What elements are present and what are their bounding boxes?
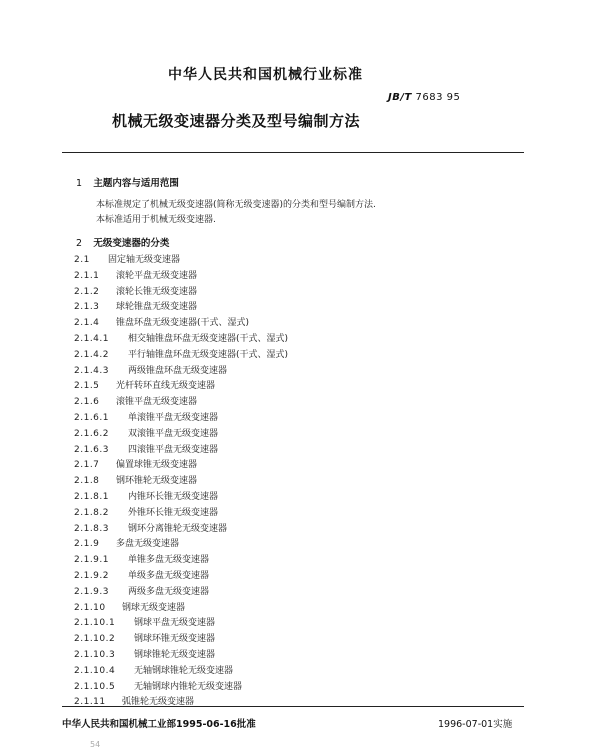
item-number: 2.1.8 <box>74 476 100 487</box>
item-text: 球轮锥盘无级变速器 <box>116 302 198 313</box>
item-text: 钢球锥轮无级变速器 <box>134 649 216 660</box>
item-number: 2.1.4 <box>74 318 100 329</box>
item-number: 2.1.9.1 <box>74 555 109 566</box>
classification-item <box>74 522 288 538</box>
footer-divider <box>62 706 524 707</box>
classification-item <box>74 553 288 569</box>
issuing-organization: 中华人民共和国机械行业标准 <box>168 67 363 83</box>
item-text: 钢球环锥无级变速器 <box>134 634 216 645</box>
document-title: 机械无级变速器分类及型号编制方法 <box>112 112 361 130</box>
section-title: 主题内容与适用范围 <box>93 178 179 189</box>
item-text: 相交轴锥盘环盘无级变速器(干式、湿式) <box>128 333 289 344</box>
title-divider <box>62 152 524 153</box>
classification-item <box>74 585 288 601</box>
classification-item <box>74 695 288 711</box>
implementation-date: 1996-07-01实施 <box>438 719 513 730</box>
item-number: 2.1.6.1 <box>74 412 109 423</box>
item-text: 弧锥轮无级变速器 <box>122 697 195 708</box>
item-number: 2.1.9.2 <box>74 570 109 581</box>
item-text: 外锥环长锥无级变速器 <box>128 507 219 518</box>
classification-item <box>74 411 288 427</box>
classification-item <box>74 616 288 632</box>
item-text: 滚轮长锥无级变速器 <box>116 286 198 297</box>
classification-item <box>74 490 288 506</box>
item-number: 2.1.10.3 <box>74 649 116 660</box>
item-number: 2.1.8.2 <box>74 507 109 518</box>
classification-item <box>74 364 288 380</box>
item-text: 光杆转环直线无级变速器 <box>116 381 216 392</box>
item-number: 2.1.8.1 <box>74 491 109 502</box>
item-text: 单级多盘无级变速器 <box>128 570 210 581</box>
item-number: 2.1 <box>74 255 90 265</box>
classification-item <box>74 395 288 411</box>
item-text: 滚锥平盘无级变速器 <box>116 397 198 408</box>
item-text: 锥盘环盘无级变速器(干式、湿式) <box>116 318 250 329</box>
item-text: 滚轮平盘无级变速器 <box>116 270 198 281</box>
item-number: 2.1.10.5 <box>74 681 116 692</box>
item-text: 无轴钢球内锥轮无级变速器 <box>134 681 243 692</box>
classification-item <box>74 332 288 348</box>
classification-item <box>74 680 288 696</box>
classification-item <box>74 632 288 648</box>
item-text: 两级锥盘环盘无级变速器 <box>128 365 228 376</box>
item-text: 钢球平盘无级变速器 <box>134 618 216 629</box>
item-text: 钢环分离锥轮无级变速器 <box>128 523 228 534</box>
classification-item <box>74 474 288 490</box>
item-number: 2.1.6.3 <box>74 444 109 455</box>
item-text: 钢球无级变速器 <box>122 602 186 613</box>
item-text: 平行轴锥盘环盘无级变速器(干式、湿式) <box>128 349 289 360</box>
item-number: 2.1.4.1 <box>74 333 109 344</box>
item-number: 2.1.10.1 <box>74 618 116 629</box>
item-number: 2.1.4.3 <box>74 365 109 376</box>
classification-item <box>74 285 288 301</box>
item-text: 偏置球锥无级变速器 <box>116 460 198 471</box>
item-text: 四滚锥平盘无级变速器 <box>128 444 219 455</box>
item-text: 两级多盘无级变速器 <box>128 586 210 597</box>
section-title: 无级变速器的分类 <box>93 238 170 249</box>
item-number: 2.1.3 <box>74 302 100 313</box>
item-number: 2.1.10 <box>74 602 106 613</box>
classification-item <box>74 348 288 364</box>
section-number: 2 <box>76 238 83 249</box>
item-number: 2.1.1 <box>74 270 100 281</box>
standard-code-prefix: JB/T <box>388 92 412 103</box>
item-text: 钢环锥轮无级变速器 <box>116 476 198 487</box>
item-number: 2.1.11 <box>74 697 106 708</box>
section-2-heading <box>76 235 169 249</box>
classification-item <box>74 443 288 459</box>
item-text: 单锥多盘无级变速器 <box>128 555 210 566</box>
standard-number <box>388 92 460 103</box>
classification-item <box>74 379 288 395</box>
item-text: 无轴钢球锥轮无级变速器 <box>134 665 234 676</box>
item-number: 2.1.6 <box>74 397 100 408</box>
classification-item <box>74 427 288 443</box>
item-number: 2.1.4.2 <box>74 349 109 360</box>
page-number: 54 <box>90 740 101 749</box>
classification-item <box>74 253 288 269</box>
classification-item <box>74 506 288 522</box>
item-text: 内锥环长锥无级变速器 <box>128 491 219 502</box>
approval-line: 中华人民共和国机械工业部1995-06-16批准 <box>62 719 256 730</box>
classification-item <box>74 316 288 332</box>
classification-item <box>74 269 288 285</box>
item-number: 2.1.10.4 <box>74 665 116 676</box>
item-text: 双滚锥平盘无级变速器 <box>128 428 219 439</box>
item-text: 多盘无级变速器 <box>116 539 180 550</box>
scope-paragraph-1: 本标准规定了机械无级变速器(简称无级变速器)的分类和型号编制方法. <box>96 200 376 210</box>
classification-item <box>74 569 288 585</box>
item-number: 2.1.8.3 <box>74 523 109 534</box>
item-number: 2.1.6.2 <box>74 428 109 439</box>
classification-item <box>74 458 288 474</box>
classification-item <box>74 300 288 316</box>
item-number: 2.1.7 <box>74 460 100 471</box>
item-text: 单滚锥平盘无级变速器 <box>128 412 219 423</box>
classification-item <box>74 537 288 553</box>
section-number: 1 <box>76 178 83 189</box>
classification-item <box>74 601 288 617</box>
item-number: 2.1.5 <box>74 381 100 392</box>
classification-item <box>74 648 288 664</box>
section-1-heading <box>76 175 179 189</box>
classification-list <box>74 253 288 711</box>
standard-code-rest: 7683 95 <box>415 92 461 103</box>
item-number: 2.1.2 <box>74 286 100 297</box>
scope-paragraph-2: 本标准适用于机械无级变速器. <box>96 215 216 225</box>
classification-item <box>74 664 288 680</box>
item-number: 2.1.9 <box>74 539 100 550</box>
item-text: 固定轴无级变速器 <box>108 255 181 265</box>
item-number: 2.1.9.3 <box>74 586 109 597</box>
item-number: 2.1.10.2 <box>74 634 116 645</box>
